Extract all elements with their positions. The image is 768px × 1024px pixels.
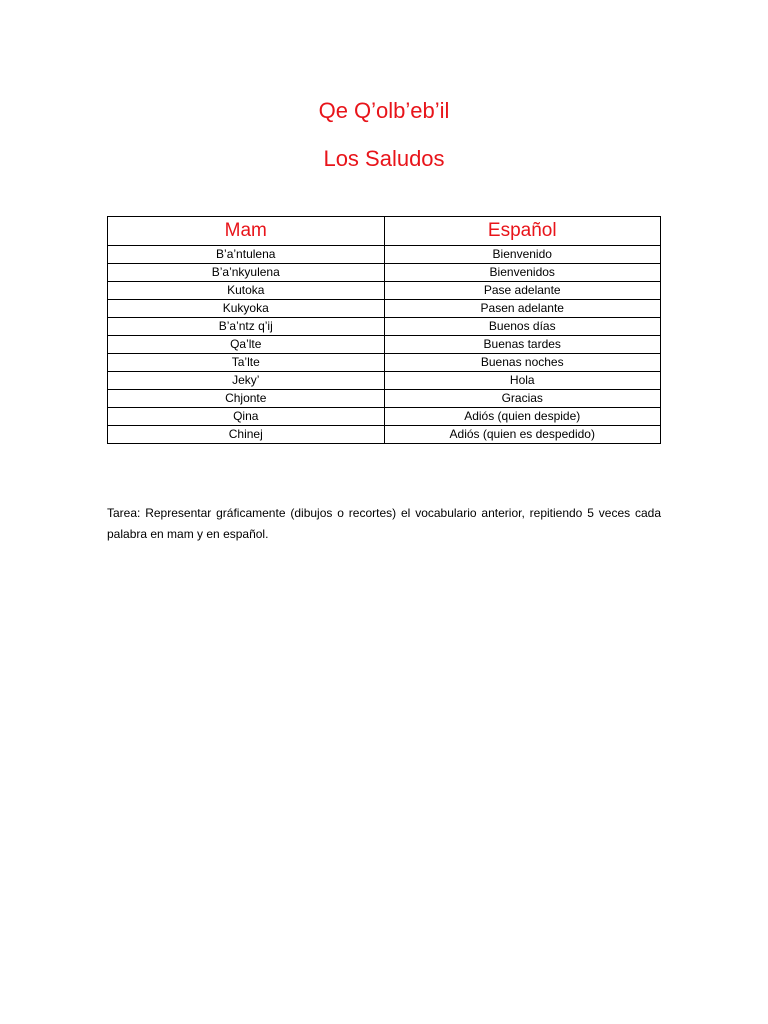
cell-mam: Ta’lte [108, 354, 385, 372]
table-row [108, 246, 661, 264]
cell-mam: Qina [108, 408, 385, 426]
cell-mam: B’a’ntulena [108, 246, 385, 264]
table-row [108, 318, 661, 336]
column-header-mam: Mam [108, 217, 385, 246]
vocabulary-table [107, 216, 661, 444]
cell-espanol: Hola [384, 372, 661, 390]
cell-mam: Qa’lte [108, 336, 385, 354]
cell-mam: Kukyoka [108, 300, 385, 318]
cell-espanol: Buenas noches [384, 354, 661, 372]
cell-espanol: Adiós (quien despide) [384, 408, 661, 426]
homework-paragraph: Tarea: Representar gráficamente (dibujos o recortes) el vocabulario anterior, repitiendo 5 veces cada palabra en mam y en español. [107, 506, 661, 541]
cell-espanol: Buenas tardes [384, 336, 661, 354]
cell-mam: Chinej [108, 426, 385, 444]
table-header-row [108, 217, 661, 246]
page-subtitle: Los Saludos [323, 146, 445, 171]
cell-mam: Kutoka [108, 282, 385, 300]
page-title: Qe Q’olb’eb’il [318, 98, 450, 123]
cell-espanol: Bienvenidos [384, 264, 661, 282]
table-row [108, 354, 661, 372]
cell-espanol: Pase adelante [384, 282, 661, 300]
cell-mam: B’a’ntz q’ij [108, 318, 385, 336]
column-header-espanol: Español [384, 217, 661, 246]
cell-mam: B’a’nkyulena [108, 264, 385, 282]
table-row [108, 264, 661, 282]
table-row [108, 390, 661, 408]
cell-espanol: Gracias [384, 390, 661, 408]
table-row [108, 408, 661, 426]
table-row [108, 336, 661, 354]
table-row [108, 282, 661, 300]
table-row [108, 426, 661, 444]
cell-espanol: Buenos días [384, 318, 661, 336]
cell-espanol: Pasen adelante [384, 300, 661, 318]
cell-mam: Chjonte [108, 390, 385, 408]
table-row [108, 300, 661, 318]
cell-mam: Jeky’ [108, 372, 385, 390]
table-row [108, 372, 661, 390]
cell-espanol: Adiós (quien es despedido) [384, 426, 661, 444]
cell-espanol: Bienvenido [384, 246, 661, 264]
